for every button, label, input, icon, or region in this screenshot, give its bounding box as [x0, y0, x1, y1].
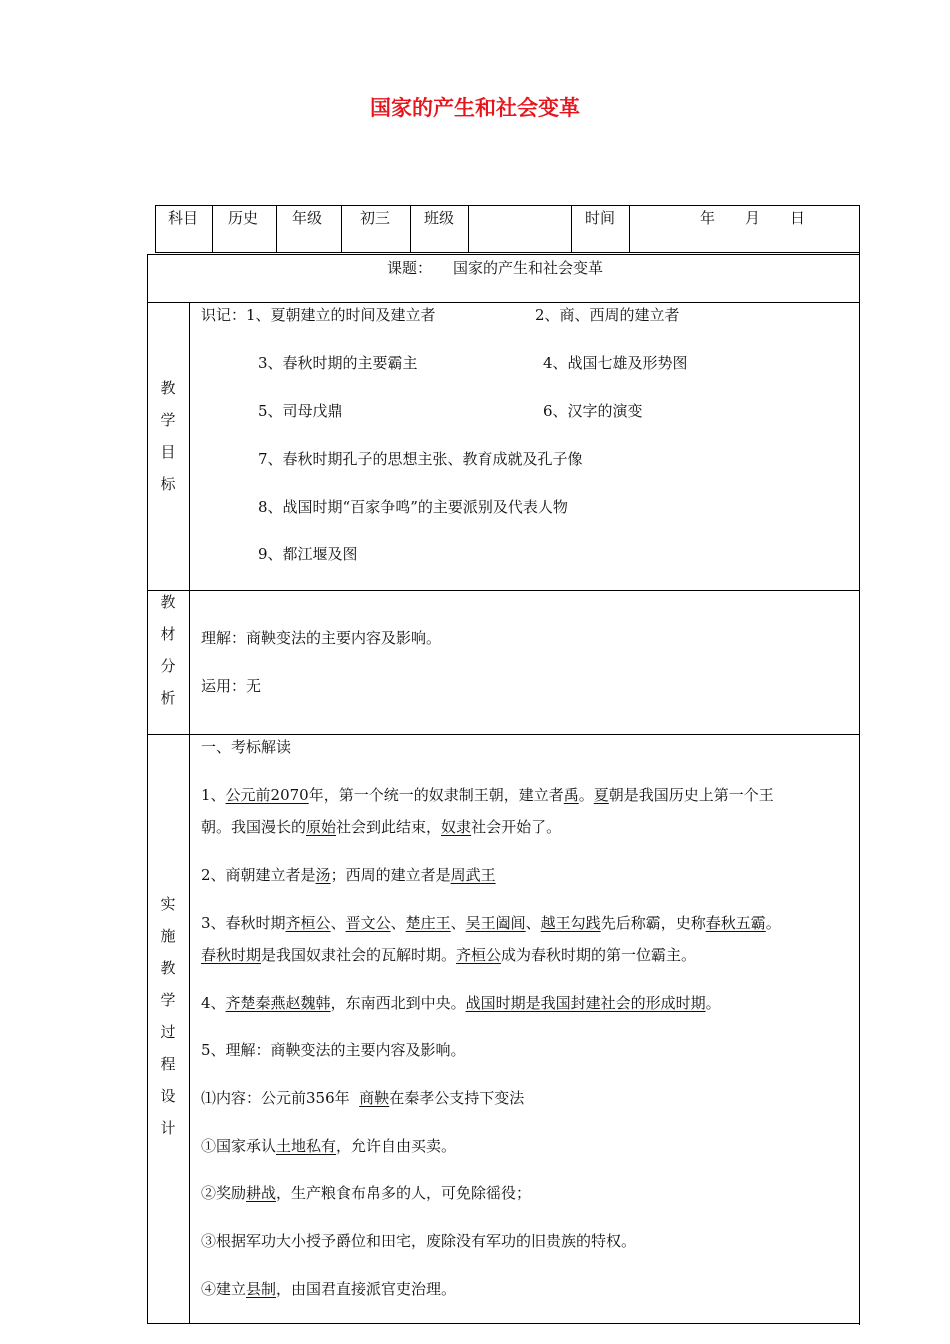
grade-label: 年级: [292, 209, 323, 227]
class-label: 班级: [424, 209, 455, 227]
goal-item: 3、春秋时期的主要霸主: [258, 354, 418, 372]
paragraph: ①国家承认土地私有，允许自由买卖。: [201, 1137, 457, 1155]
goal-item: 识记：1、夏朝建立的时间及建立者: [201, 306, 436, 324]
paragraph: ④建立县制，由国君直接派官吏治理。: [201, 1280, 457, 1298]
analysis-understand: 理解：商鞅变法的主要内容及影响。: [201, 629, 442, 647]
goal-item: 5、司母戊鼎: [258, 402, 343, 420]
paragraph: 5、理解：商鞅变法的主要内容及影响。: [201, 1041, 466, 1059]
topic-value: 国家的产生和社会变革: [453, 259, 604, 277]
analysis-apply: 运用：无: [201, 677, 262, 695]
grade-value: 初三: [360, 209, 391, 227]
goal-item: 2、商、西周的建立者: [535, 306, 680, 324]
goal-item: 8、战国时期“百家争鸣”的主要派别及代表人物: [258, 498, 568, 516]
topic-label: 课题：: [387, 259, 433, 277]
page-title: 国家的产生和社会变革: [370, 96, 580, 120]
process-heading: 一、考标解读: [201, 738, 292, 756]
goal-item: 6、汉字的演变: [543, 402, 643, 420]
paragraph: 春秋时期是我国奴隶社会的瓦解时期。齐桓公成为春秋时期的第一位霸主。: [201, 946, 697, 964]
subject-label: 科目: [168, 209, 199, 227]
goal-item: 4、战国七雄及形势图: [543, 354, 688, 372]
subject-value: 历史: [228, 209, 259, 227]
paragraph: ⑴内容：公元前356年 商鞅在秦孝公支持下变法: [201, 1089, 525, 1107]
goal-item: 7、春秋时期孔子的思想主张、教育成就及孔子像: [258, 450, 583, 468]
paragraph: 1、公元前2070年，第一个统一的奴隶制王朝，建立者禹。夏朝是我国历史上第一个王: [201, 786, 774, 804]
date-placeholder: 年 月 日: [700, 209, 806, 227]
goal-item: 9、都江堰及图: [258, 545, 358, 563]
time-label: 时间: [585, 209, 616, 227]
paragraph: ②奖励耕战，生产粮食布帛多的人，可免除徭役；: [201, 1184, 532, 1202]
process-section-label: 实 施 教 学 过 程 设 计: [160, 895, 176, 1137]
goals-section-label: 教 学 目 标: [160, 379, 176, 493]
paragraph: 3、春秋时期齐桓公、晋文公、楚庄王、吴王阖闾、越王勾践先后称霸，史称春秋五霸。: [201, 914, 781, 932]
paragraph: 4、齐楚秦燕赵魏韩，东南西北到中央。战国时期是我国封建社会的形成时期。: [201, 994, 721, 1012]
paragraph: 朝。我国漫长的原始社会到此结束，奴隶社会开始了。: [201, 818, 562, 836]
paragraph: 2、商朝建立者是汤；西周的建立者是周武王: [201, 866, 496, 884]
paragraph: ③根据军功大小授予爵位和田宅，废除没有军功的旧贵族的特权。: [201, 1232, 637, 1250]
analysis-section-label: 教 材 分 析: [160, 593, 176, 707]
